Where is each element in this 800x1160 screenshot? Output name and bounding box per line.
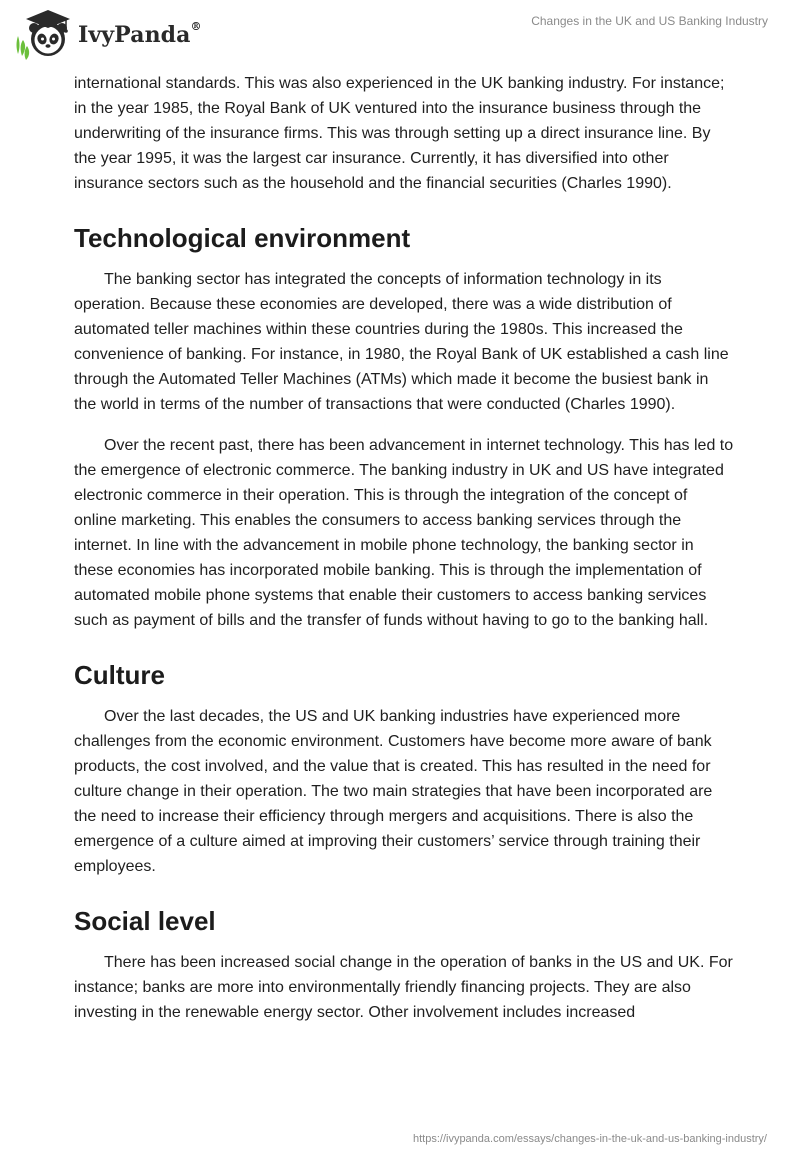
- document-title: Changes in the UK and US Banking Industry: [531, 14, 768, 28]
- paragraph: The banking sector has integrated the concepts of information technology in its operation. Because these economies are developed, there was a wide distribution of automated teller machines within these countries during the 1980s. This increased the convenience of banking. For instance, in 1980, the Royal Bank of UK established a cash line through the Automated Teller Machines (ATMs) which made it become the busiest bank in the world in terms of the number of transactions that were conducted (Charles 1990).: [74, 271, 729, 413]
- essay-content: [74, 71, 734, 1041]
- paragraph: Over the recent past, there has been advancement in internet technology. This has led to the emergence of electronic commerce. The banking industry in UK and US have integrated electronic commerce in their operation. This is through the integration of the concept of online marketing. This enables the consumers to access banking services through the internet. In line with the advancement in mobile phone technology, the banking sector in these economies has incorporated mobile banking. This is through the implementation of automated mobile phone systems that enable their customers to access banking services such as payment of bills and the transfer of funds without having to go to the banking hall.: [74, 437, 734, 629]
- intro-paragraph: international standards. This was also experienced in the UK banking industry. For instance; in the year 1985, the Royal Bank of UK ventured into the insurance business through the underwriting of the insurance firms. This was through setting up a direct insurance line. By the year 1995, it was the largest car insurance. Currently, it has diversified into other insurance sectors such as the household and the financial securities (Charles 1990).: [74, 75, 725, 192]
- heading-culture: Culture: [74, 660, 165, 690]
- heading-social-level: Social level: [74, 906, 216, 936]
- brand-name: [78, 22, 202, 48]
- ivypanda-logo[interactable]: [14, 6, 202, 62]
- heading-technological-environment: Technological environment: [74, 223, 411, 253]
- paragraph: There has been increased social change in the operation of banks in the US and UK. For instance; banks are more into environmentally friendly financing projects. They are also investing in the renewable energy sector. Other involvement includes increased: [74, 954, 733, 1021]
- brand-name-text: IvyPanda: [78, 22, 191, 48]
- panda-graduation-cap-icon: [14, 6, 72, 62]
- brand-registered-mark: ®: [190, 20, 202, 33]
- paragraph: Over the last decades, the US and UK banking industries have experienced more challenges from the economic environment. Customers have become more aware of bank products, the cost involved, and the value that is created. This has resulted in the need for culture change in their operation. The two main strategies that have been incorporated are the need to increase their efficiency through mergers and acquisitions. There is also the emergence of a culture aimed at improving their customers’ service through training their employees.: [74, 708, 713, 875]
- source-url-link[interactable]: https://ivypanda.com/essays/changes-in-the-uk-and-us-banking-industry/: [412, 1133, 767, 1145]
- page-header: [0, 0, 800, 66]
